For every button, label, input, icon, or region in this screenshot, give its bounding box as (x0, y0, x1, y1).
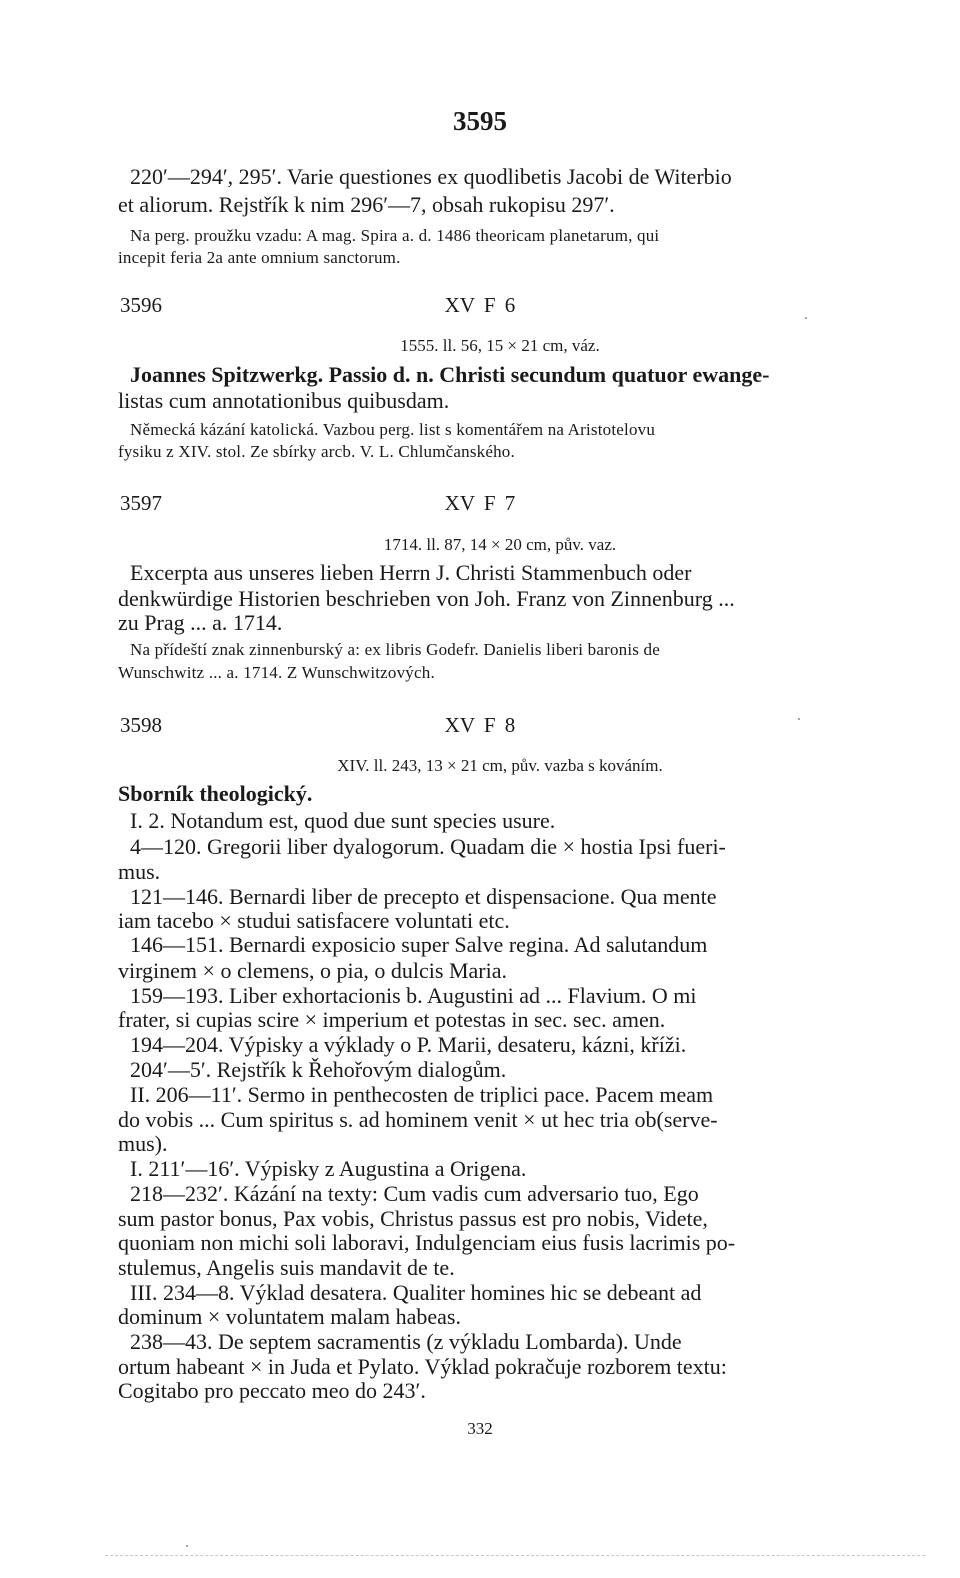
scan-speck (186, 1545, 188, 1547)
running-head: 3595 (453, 106, 507, 136)
shelfmark: XV F 6 (444, 293, 516, 317)
entry-text-line: I. 211′—16′. Výpisky z Augustina a Origena. (130, 1156, 527, 1181)
physical-description: 1714. ll. 87, 14 × 20 cm, pův. vaz. (383, 535, 617, 554)
entry-text-line: virginem × o clemens, o pia, o dulcis Maria. (118, 958, 507, 983)
entry-text-line: ortum habeant × in Juda et Pylato. Výklad pokračuje rozborem textu: (118, 1354, 727, 1379)
entry-text-line: sum pastor bonus, Pax vobis, Christus passus est pro nobis, Videte, (118, 1206, 708, 1231)
shelfmark: XV F 7 (444, 491, 516, 515)
entry-text-line: do vobis ... Cum spiritus s. ad hominem venit × ut hec tria ob(serve- (118, 1107, 718, 1132)
entry-text-line: 204′—5′. Rejstřík k Řehořovým dialogům. (130, 1057, 507, 1082)
entry-number: 3597 (120, 491, 162, 515)
page-number: 332 (467, 1419, 493, 1438)
scan-speck (798, 718, 800, 720)
entry-note-line: Německá kázání katolická. Vazbou perg. list s komentářem na Aristotelovu (130, 420, 656, 439)
entry-text-line: frater, si cupias scire × imperium et potestas in sec. sec. amen. (118, 1007, 666, 1032)
entry-title-line: Sborník theologický. (118, 781, 313, 806)
entry-text-line: III. 234—8. Výklad desatera. Qualiter homines hic se debeant ad (130, 1280, 702, 1305)
scan-speck (805, 317, 807, 319)
entry-note-line: Wunschwitz ... a. 1714. Z Wunschwitzových. (118, 663, 435, 682)
physical-description: 1555. ll. 56, 15 × 21 cm, váz. (400, 336, 600, 355)
entry-text-line: 121—146. Bernardi liber de precepto et dispensacione. Qua mente (130, 884, 717, 909)
intro-line: 220′—294′, 295′. Varie questiones ex quodlibetis Jacobi de Witerbio (130, 164, 732, 189)
entry-text-line: I. 2. Notandum est, quod due sunt species usure. (130, 808, 556, 833)
physical-description: XIV. ll. 243, 13 × 21 cm, pův. vazba s kováním. (337, 756, 663, 775)
intro-note-line: incepit feria 2a ante omnium sanctorum. (118, 248, 401, 267)
entry-text-line: listas cum annotationibus quibusdam. (118, 388, 450, 413)
entry-text-line: denkwürdige Historien beschrieben von Joh. Franz von Zinnenburg ... (118, 586, 735, 611)
entry-text-line: mus. (118, 859, 161, 884)
entry-number: 3596 (120, 293, 162, 317)
entry-text-line: 238—43. De septem sacramentis (z výkladu Lombarda). Unde (130, 1329, 682, 1354)
entry-text-line: Excerpta aus unseres lieben Herrn J. Christi Stammenbuch oder (130, 560, 692, 585)
entry-text-line: mus). (118, 1131, 168, 1156)
entry-text-line: 159—193. Liber exhortacionis b. Augustini ad ... Flavium. O mi (130, 983, 697, 1008)
entry-title-line: Joannes Spitzwerkg. Passio d. n. Christi secundum quatuor ewange- (130, 362, 770, 387)
scan-edge-line (105, 1555, 925, 1556)
entry-text-line: stulemus, Angelis suis mandavit de te. (118, 1255, 455, 1280)
entry-text-line: 218—232′. Kázání na texty: Cum vadis cum adversario tuo, Ego (130, 1181, 699, 1206)
entry-number: 3598 (120, 713, 162, 737)
entry-text-line: zu Prag ... a. 1714. (118, 610, 283, 635)
entry-note-line: fysiku z XIV. stol. Ze sbírky arcb. V. L. Chlumčanského. (118, 442, 515, 461)
shelfmark: XV F 8 (444, 713, 516, 737)
entry-text-line: 146—151. Bernardi exposicio super Salve regina. Ad salutandum (130, 932, 708, 957)
intro-line: et aliorum. Rejstřík k nim 296′—7, obsah rukopisu 297′. (118, 192, 615, 217)
entry-note-line: Na přídeští znak zinnenburský a: ex libris Godefr. Danielis liberi baronis de (130, 640, 660, 659)
intro-note-line: Na perg. proužku vzadu: A mag. Spira a. d. 1486 theoricam planetarum, qui (130, 226, 660, 245)
entry-text-line: Cogitabo pro peccato meo do 243′. (118, 1378, 426, 1403)
entry-text-line: dominum × voluntatem malam habeas. (118, 1304, 461, 1329)
entry-text-line: quoniam non michi soli laboravi, Indulgenciam eius fusis lacrimis po- (118, 1230, 736, 1255)
entry-text-line: 194—204. Výpisky a výklady o P. Marii, desateru, kázni, kříži. (130, 1032, 687, 1057)
entry-text-line: 4—120. Gregorii liber dyalogorum. Quadam die × hostia Ipsi fueri- (130, 834, 726, 859)
entry-text-line: II. 206—11′. Sermo in penthecosten de triplici pace. Pacem meam (130, 1082, 714, 1107)
entry-text-line: iam tacebo × studui satisfacere voluntati etc. (118, 908, 510, 933)
